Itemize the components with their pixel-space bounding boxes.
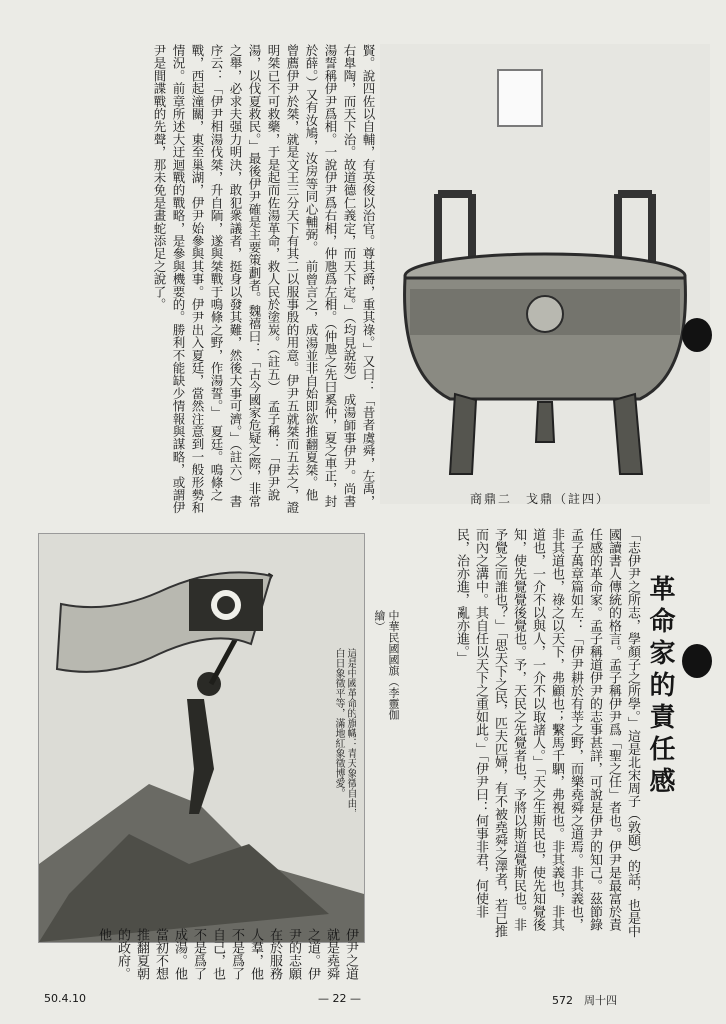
essay-title: 革命家的責任感: [645, 575, 675, 799]
essay-body: 「志伊尹之所志，學顏子之所學。」這是北宋周子（敦頤）的話，也是中國讀書人傳統的格言。孟子稱伊尹爲「聖之任」者也。伊尹是最富於責任感的革命家。孟子稱道伊尹的志事甚詳，可說是伊尹的知己。茲節錄孟子萬章篇如左：「伊尹耕於有莘之野，而樂堯舜之道焉。非其義也，非其道也，祿之以天下，弗顧也；繫馬千駟，弗視也。非其義也，非其道也，一介不以與人，一介不以取諸人。」「天之生斯民也，使先知覺後知，使先覺覺後覺也。予，天民之先覺者也，予將以斯道覺斯民也。非予覺之而誰也？」「思天下之民，匹夫匹婦，有不被堯舜之澤者，若己推而內之溝中。其自任以天下之重如此。」「伊尹曰：何事非君，何使非民，治亦進，亂亦進。」: [454, 528, 640, 938]
bronze-ding-illustration: [380, 44, 710, 504]
binder-hole-top: [682, 318, 712, 352]
flag-caption-description: 這是中國革命的旗幟：青天象徵自由，白日象徵平等，滿地紅象徵博愛。: [333, 648, 356, 818]
footer-date: 50.4.10: [44, 992, 86, 1005]
bottom-left-text: 伊尹之道就是堯舜之道。伊尹的志願在於服務人羣，他不是爲了自己，也不是爲了成湯。他當初不想推翻夏朝的政府。他: [96, 928, 358, 980]
flag-caption-title: 中華民國國旗（李靈伽繪）: [373, 610, 400, 720]
footer-page-number: — 22 —: [318, 992, 361, 1005]
ding-caption: 商鼎二 戈鼎（註四）: [470, 492, 611, 506]
footer-issue: 572 周十四: [552, 994, 617, 1007]
binder-hole-bottom: [682, 644, 712, 678]
flag-raising-photo: [38, 533, 365, 943]
top-text-column: [18, 44, 378, 514]
top-body-text: 賢。說四佐以自輔，有英俊以治官。尊其爵，重其祿。」又曰：「昔者虞舜，左禹，右臯陶，而天下治。故道德仁義定，而天下定。」（均見說苑） 成湯師事伊尹。尚書湯誓稱伊尹爲相。一說伊尹爲右相，仲虺爲左相。（仲虺之先曰奚仲，夏之車正，封於薛。）又有汝鳩，汝房等同心輔弼。 前曾言之，成湯並非自始即欲推翻夏桀。他曾薦伊尹於桀，就是文王三分天下有其二以服事殷的用意。伊尹五就桀而五去之，證明桀已不可救藥，于是起而佐湯革命，救人民於塗炭。（註五） 孟子稱：「伊尹說湯，以伐夏救民。」最後伊尹確是主要策劃者。魏禧曰：「古今國家危疑之際，非常之舉，必求夫强力明決，敢犯衆議者，挺身以發其難，然後大事可濟。」（註六） 書序云：「伊尹相湯伐桀，升自陑，遂與桀戰于鳴條之野，作湯誓。」 夏廷。鳴條之戰，西起潼關，東至巢湖，伊尹始參與其事。伊尹出入夏廷，當然注意到一般形勢和情況。前章所述大迂迴戰的戰略，是參與機要的。勝利不能缺少情報與謀略，或謂伊尹是間諜戰的先聲，那未免是畫蛇添足之說了。: [152, 44, 376, 514]
